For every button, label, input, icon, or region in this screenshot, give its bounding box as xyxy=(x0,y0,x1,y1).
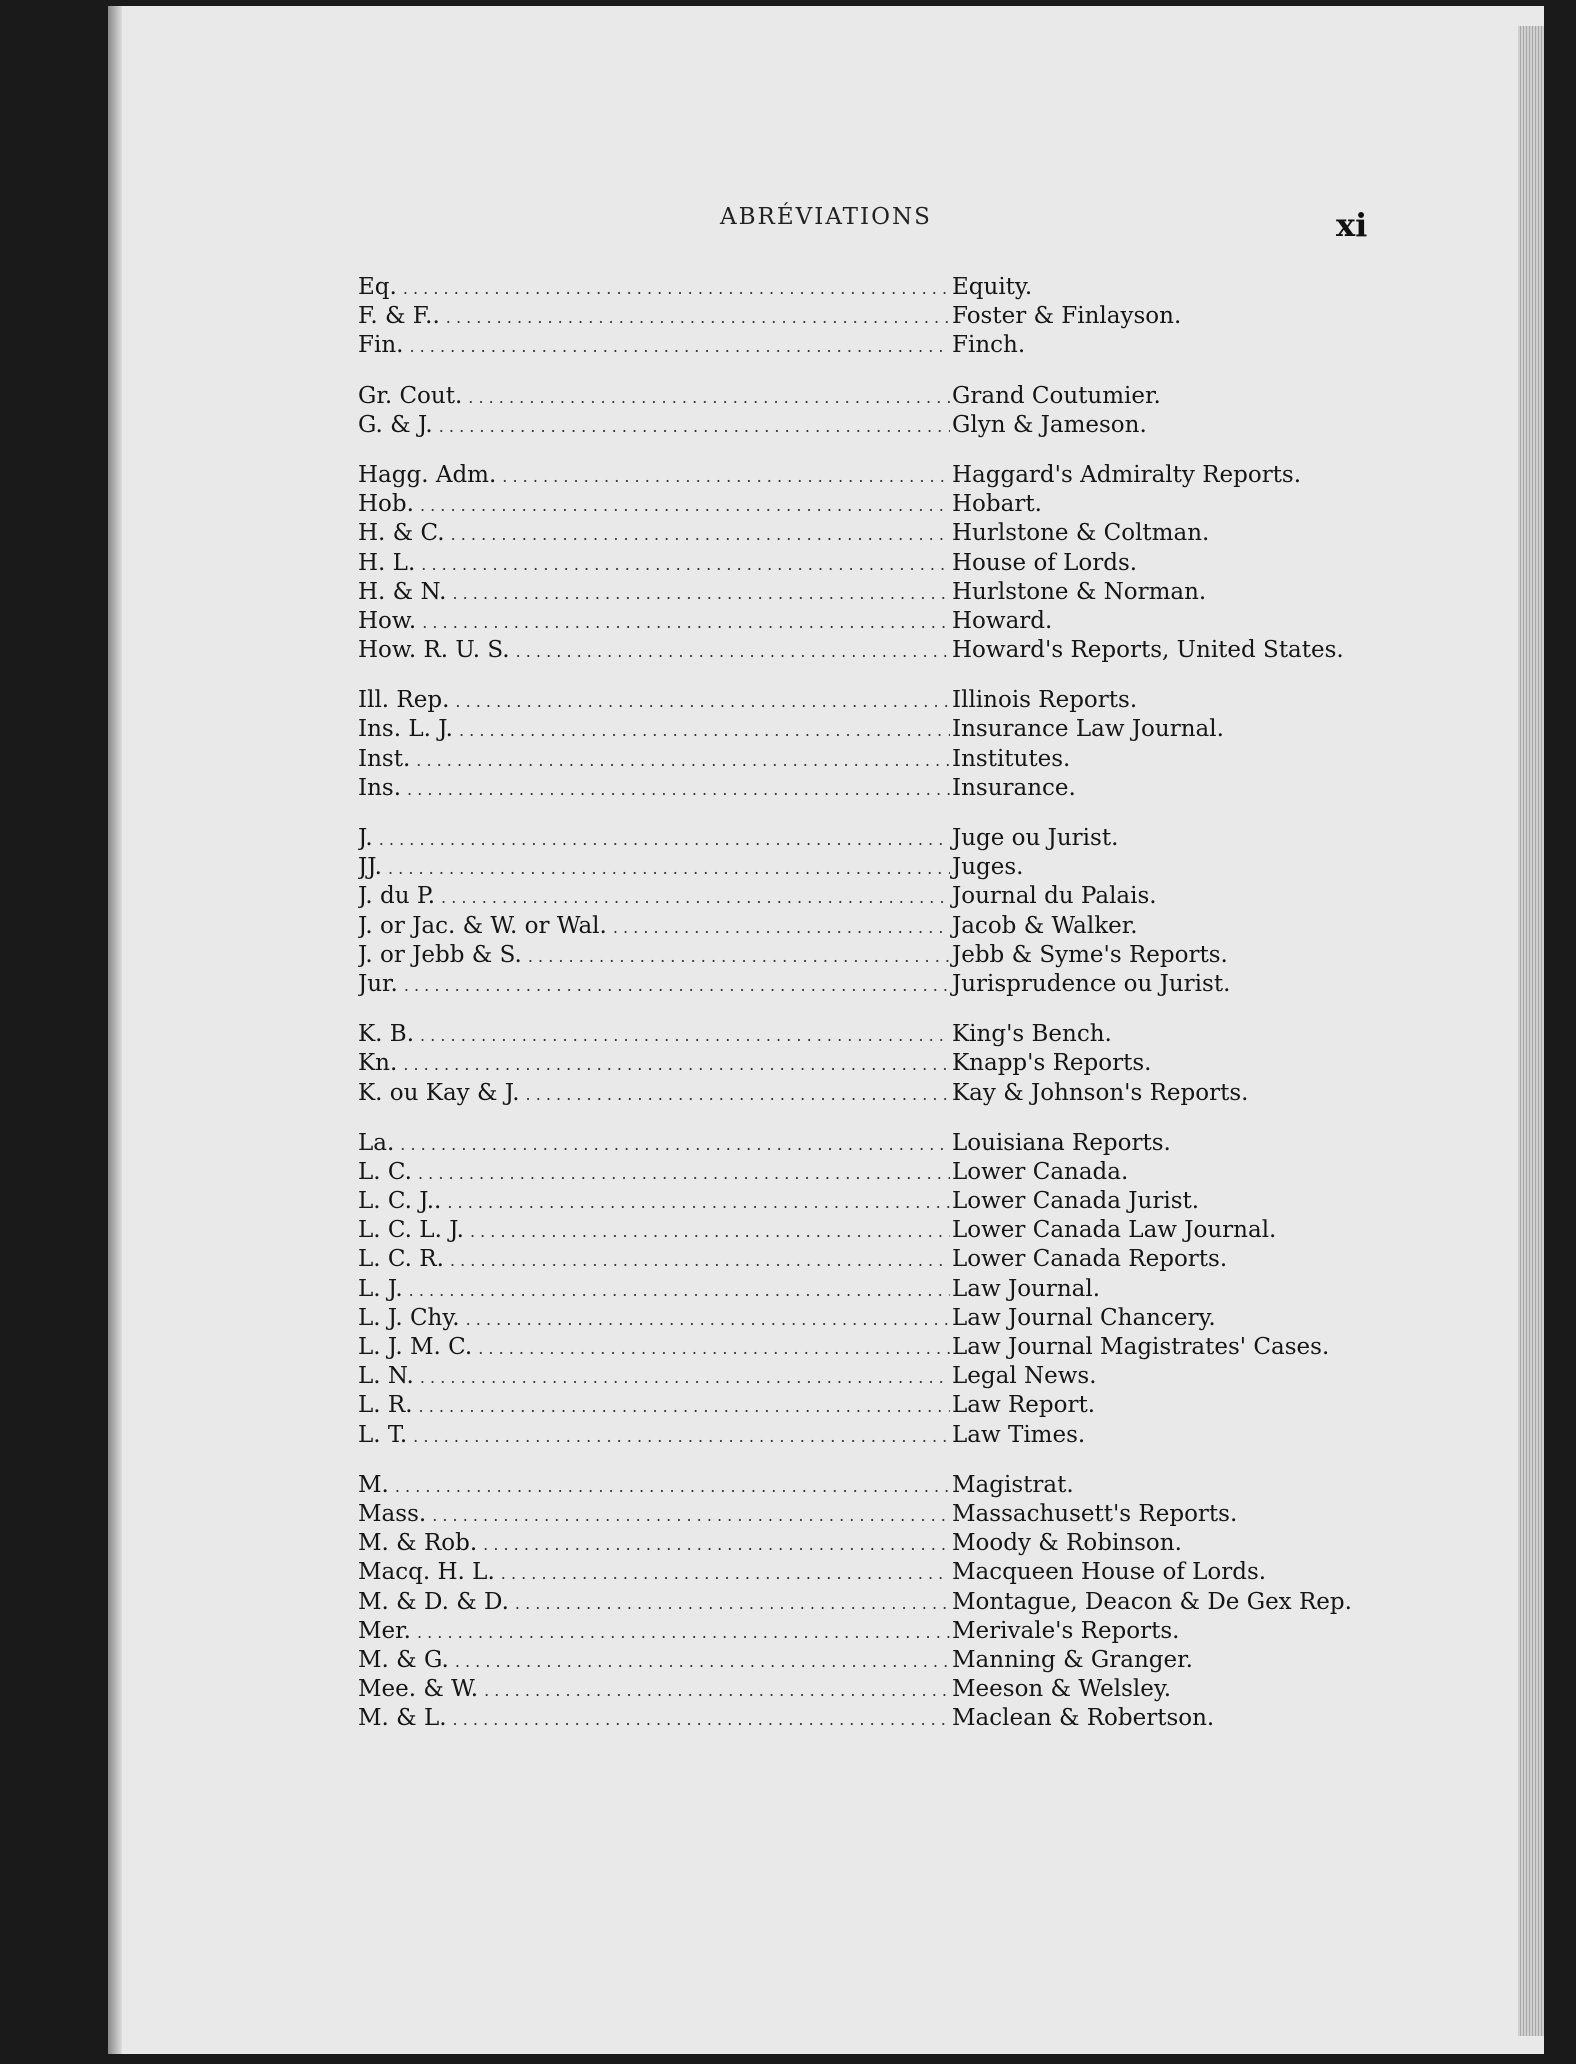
abbreviation: L. J. Chy. xyxy=(358,1304,460,1331)
dot-leader xyxy=(432,1506,950,1525)
abbreviation-entry xyxy=(358,550,1458,579)
abbreviation-group xyxy=(358,687,1458,804)
abbreviation-list xyxy=(358,274,1458,1755)
abbreviation-column xyxy=(358,1217,952,1243)
abbreviation-column xyxy=(358,1050,952,1076)
abbreviation-entry xyxy=(358,303,1458,332)
abbreviation: J. du P. xyxy=(358,883,436,910)
abbreviation-column xyxy=(358,1589,952,1615)
abbreviation-column xyxy=(358,1159,952,1185)
abbreviation-column xyxy=(358,637,952,663)
dot-leader xyxy=(501,1564,950,1583)
dot-leader xyxy=(404,976,950,995)
dot-leader xyxy=(466,1310,950,1329)
abbreviation: L. C. R. xyxy=(358,1246,444,1273)
abbreviation-entry xyxy=(358,1559,1458,1588)
abbreviation: H. & N. xyxy=(358,578,447,605)
abbreviation: L. R. xyxy=(358,1392,413,1419)
meaning: Law Journal. xyxy=(952,1275,1101,1302)
meaning: Montague, Deacon & De Gex Rep. xyxy=(952,1588,1352,1615)
abbreviation: Ill. Rep. xyxy=(358,687,450,714)
dot-leader xyxy=(420,496,950,515)
abbreviation-column xyxy=(358,1276,952,1302)
abbreviation-group xyxy=(358,825,1458,1000)
abbreviation-column xyxy=(358,913,952,939)
dot-leader xyxy=(613,918,950,937)
abbreviation-column xyxy=(358,1530,952,1556)
abbreviation-column xyxy=(358,1080,952,1106)
meaning: Law Report. xyxy=(952,1392,1096,1419)
abbreviation: M. & D. & D. xyxy=(358,1588,509,1615)
abbreviation-column xyxy=(358,491,952,517)
abbreviation: K. B. xyxy=(358,1021,415,1048)
abbreviation-column xyxy=(358,1501,952,1527)
meaning: Meeson & Welsley. xyxy=(952,1676,1172,1703)
dot-leader xyxy=(447,1193,950,1212)
dot-leader xyxy=(400,1135,950,1154)
meaning: House of Lords. xyxy=(952,549,1138,576)
abbreviation: Macq. H. L. xyxy=(358,1559,495,1586)
abbreviation-column xyxy=(358,1188,952,1214)
abbreviation-entry xyxy=(358,971,1458,1000)
meaning: Journal du Palais. xyxy=(952,883,1157,910)
abbreviation: H. & C. xyxy=(358,520,445,547)
abbreviation-entry xyxy=(358,1050,1458,1079)
meaning: Lower Canada Reports. xyxy=(952,1246,1228,1273)
meaning: Insurance. xyxy=(952,774,1076,801)
meaning: Institutes. xyxy=(952,745,1071,772)
meaning: Manning & Granger. xyxy=(952,1646,1193,1673)
abbreviation-column xyxy=(358,825,952,851)
abbreviation: H. L. xyxy=(358,549,416,576)
dot-leader xyxy=(468,388,950,407)
book-page xyxy=(108,6,1544,2054)
abbreviation: Hob. xyxy=(358,491,414,518)
meaning: Macqueen House of Lords. xyxy=(952,1559,1267,1586)
meaning: Lower Canada. xyxy=(952,1158,1129,1185)
abbreviation: Mee. & W. xyxy=(358,1676,479,1703)
dot-leader xyxy=(388,859,950,878)
abbreviation-column xyxy=(358,1021,952,1047)
meaning: Lower Canada Jurist. xyxy=(952,1188,1200,1215)
dot-leader xyxy=(478,1339,950,1358)
abbreviation-entry xyxy=(358,1676,1458,1705)
meaning: Equity. xyxy=(952,274,1033,300)
meaning: Legal News. xyxy=(952,1363,1097,1390)
abbreviation: M. & G. xyxy=(358,1646,449,1673)
abbreviation-entry xyxy=(358,942,1458,971)
meaning: Finch. xyxy=(952,332,1026,359)
abbreviation-entry xyxy=(358,716,1458,745)
abbreviation-entry xyxy=(358,775,1458,804)
abbreviation-entry xyxy=(358,1589,1458,1618)
abbreviation-entry xyxy=(358,520,1458,549)
abbreviation-entry xyxy=(358,608,1458,637)
meaning: Knapp's Reports. xyxy=(952,1050,1152,1077)
meaning: Massachusett's Reports. xyxy=(952,1500,1238,1527)
abbreviation: L. C. J.. xyxy=(358,1188,442,1215)
dot-leader xyxy=(420,1368,950,1387)
meaning: Jebb & Syme's Reports. xyxy=(952,941,1228,968)
abbreviation-entry xyxy=(358,1305,1458,1334)
meaning: Merivale's Reports. xyxy=(952,1617,1180,1644)
abbreviation-column xyxy=(358,1472,952,1498)
dot-leader xyxy=(526,1085,950,1104)
dot-leader xyxy=(403,1055,950,1074)
abbreviation-column xyxy=(358,1305,952,1331)
meaning: Law Journal Magistrates' Cases. xyxy=(952,1334,1330,1360)
abbreviation-column xyxy=(358,854,952,880)
abbreviation-column xyxy=(358,716,952,742)
meaning: Jacob & Walker. xyxy=(952,912,1138,939)
dot-leader xyxy=(470,1222,950,1241)
abbreviation-entry xyxy=(358,1618,1458,1647)
dot-leader xyxy=(395,1477,950,1496)
abbreviation: J. xyxy=(358,825,373,851)
meaning: Louisiana Reports. xyxy=(952,1129,1171,1156)
abbreviation-column xyxy=(358,942,952,968)
abbreviation: F. & F.. xyxy=(358,303,440,330)
abbreviation-column xyxy=(358,608,952,634)
meaning: Glyn & Jameson. xyxy=(952,411,1147,438)
abbreviation: Ins. xyxy=(358,774,402,801)
abbreviation: L. N. xyxy=(358,1363,414,1390)
meaning: Grand Coutumier. xyxy=(952,382,1161,409)
abbreviation-entry xyxy=(358,462,1458,491)
abbreviation-entry xyxy=(358,274,1458,303)
meaning: Illinois Reports. xyxy=(952,687,1138,714)
page-number: xi xyxy=(1336,206,1368,244)
abbreviation-column xyxy=(358,303,952,329)
meaning: Hobart. xyxy=(952,491,1042,518)
abbreviation-column xyxy=(358,520,952,546)
abbreviation: How. xyxy=(358,607,417,634)
dot-leader xyxy=(416,751,950,770)
abbreviation-entry xyxy=(358,1422,1458,1451)
dot-leader xyxy=(453,1710,950,1729)
abbreviation-entry xyxy=(358,491,1458,520)
abbreviation-entry xyxy=(358,1188,1458,1217)
dot-leader xyxy=(446,308,950,327)
abbreviation: JJ. xyxy=(358,854,382,881)
abbreviation-column xyxy=(358,274,952,300)
abbreviation: G. & J. xyxy=(358,411,433,438)
abbreviation-entry xyxy=(358,637,1458,666)
abbreviation-entry xyxy=(358,1501,1458,1530)
abbreviation-entry xyxy=(358,412,1458,441)
dot-leader xyxy=(421,555,950,574)
abbreviation-entry xyxy=(358,1705,1458,1734)
dot-leader xyxy=(441,888,950,907)
dot-leader xyxy=(439,417,950,436)
abbreviation: L. C. xyxy=(358,1158,412,1185)
dot-leader xyxy=(420,1026,950,1045)
meaning: Hurlstone & Norman. xyxy=(952,578,1207,605)
abbreviation-column xyxy=(358,579,952,605)
dot-leader xyxy=(418,1164,950,1183)
abbreviation: Mass. xyxy=(358,1500,427,1527)
meaning: Jurisprudence ou Jurist. xyxy=(952,970,1231,997)
abbreviation: Jur. xyxy=(358,970,398,997)
meaning: Juges. xyxy=(952,854,1024,881)
dot-leader xyxy=(379,830,950,849)
abbreviation: M. xyxy=(358,1471,389,1498)
abbreviation-entry xyxy=(358,332,1458,361)
abbreviation-entry xyxy=(358,1246,1458,1275)
abbreviation: L. J. xyxy=(358,1275,403,1302)
abbreviation-group xyxy=(358,1472,1458,1735)
dot-leader xyxy=(502,467,950,486)
meaning: Law Journal Chancery. xyxy=(952,1304,1216,1331)
dot-leader xyxy=(403,279,950,298)
dot-leader xyxy=(422,613,950,632)
abbreviation-column xyxy=(358,1363,952,1389)
meaning: Lower Canada Law Journal. xyxy=(952,1217,1277,1244)
meaning: Foster & Finlayson. xyxy=(952,303,1182,330)
dot-leader xyxy=(528,947,950,966)
running-header: ABRÉVIATIONS xyxy=(720,204,932,230)
abbreviation-group xyxy=(358,383,1458,441)
dot-leader xyxy=(483,1535,950,1554)
abbreviation-group xyxy=(358,462,1458,666)
abbreviation-entry xyxy=(358,1647,1458,1676)
dot-leader xyxy=(450,1251,950,1270)
abbreviation: Fin. xyxy=(358,332,404,359)
abbreviation-entry xyxy=(358,883,1458,912)
abbreviation-entry xyxy=(358,854,1458,883)
meaning: Magistrat. xyxy=(952,1471,1074,1498)
meaning: Howard. xyxy=(952,607,1053,634)
abbreviation-column xyxy=(358,332,952,358)
abbreviation: J. or Jebb & S. xyxy=(358,941,522,968)
abbreviation: J. or Jac. & W. or Wal. xyxy=(358,912,607,939)
abbreviation: M. & L. xyxy=(358,1705,447,1732)
abbreviation-entry xyxy=(358,383,1458,412)
abbreviation-entry xyxy=(358,1080,1458,1109)
dot-leader xyxy=(516,642,950,661)
abbreviation-group xyxy=(358,1130,1458,1451)
abbreviation-column xyxy=(358,412,952,438)
dot-leader xyxy=(455,1652,950,1671)
meaning: Howard's Reports, United States. xyxy=(952,637,1344,664)
meaning: Moody & Robinson. xyxy=(952,1530,1182,1557)
abbreviation: Inst. xyxy=(358,745,411,772)
gutter-shadow xyxy=(108,6,122,2054)
abbreviation-column xyxy=(358,883,952,909)
abbreviation-entry xyxy=(358,1334,1458,1363)
abbreviation-column xyxy=(358,1392,952,1418)
abbreviation: La. xyxy=(358,1129,395,1156)
dot-leader xyxy=(407,780,950,799)
abbreviation-entry xyxy=(358,579,1458,608)
abbreviation: Gr. Cout. xyxy=(358,382,463,409)
meaning: Maclean & Robertson. xyxy=(952,1705,1215,1732)
abbreviation-entry xyxy=(358,1159,1458,1188)
dot-leader xyxy=(515,1594,950,1613)
abbreviation-entry xyxy=(358,1363,1458,1392)
abbreviation-column xyxy=(358,971,952,997)
meaning: Juge ou Jurist. xyxy=(952,825,1119,851)
abbreviation-entry xyxy=(358,913,1458,942)
meaning: Law Times. xyxy=(952,1421,1086,1448)
abbreviation: L. J. M. C. xyxy=(358,1334,473,1360)
page-edges xyxy=(1518,26,1544,2036)
abbreviation-column xyxy=(358,1676,952,1702)
abbreviation-entry xyxy=(358,825,1458,854)
dot-leader xyxy=(459,721,950,740)
meaning: Haggard's Admiralty Reports. xyxy=(952,461,1302,488)
abbreviation-column xyxy=(358,1705,952,1731)
abbreviation: L. T. xyxy=(358,1421,408,1448)
abbreviation-entry xyxy=(358,1276,1458,1305)
abbreviation: Ins. L. J. xyxy=(358,716,453,743)
abbreviation: Hagg. Adm. xyxy=(358,461,497,488)
dot-leader xyxy=(413,1427,950,1446)
abbreviation: Eq. xyxy=(358,274,397,300)
abbreviation-column xyxy=(358,550,952,576)
dot-leader xyxy=(452,584,950,603)
abbreviation-entry xyxy=(358,1217,1458,1246)
meaning: Hurlstone & Coltman. xyxy=(952,520,1210,547)
abbreviation-column xyxy=(358,775,952,801)
abbreviation: M. & Rob. xyxy=(358,1530,478,1557)
abbreviation-group xyxy=(358,1021,1458,1109)
dot-leader xyxy=(409,337,950,356)
abbreviation-entry xyxy=(358,687,1458,716)
meaning: Kay & Johnson's Reports. xyxy=(952,1079,1249,1106)
meaning: Insurance Law Journal. xyxy=(952,716,1224,743)
abbreviation-column xyxy=(358,383,952,409)
abbreviation-column xyxy=(358,687,952,713)
dot-leader xyxy=(455,692,950,711)
abbreviation: How. R. U. S. xyxy=(358,637,510,664)
abbreviation-column xyxy=(358,1559,952,1585)
dot-leader xyxy=(409,1281,950,1300)
abbreviation: Mer. xyxy=(358,1617,411,1644)
abbreviation-entry xyxy=(358,1130,1458,1159)
dot-leader xyxy=(419,1397,950,1416)
abbreviation-column xyxy=(358,1422,952,1448)
abbreviation-entry xyxy=(358,1021,1458,1050)
dot-leader xyxy=(484,1681,950,1700)
abbreviation-column xyxy=(358,1334,952,1360)
abbreviation-entry xyxy=(358,1392,1458,1421)
abbreviation: K. ou Kay & J. xyxy=(358,1079,520,1106)
meaning: King's Bench. xyxy=(952,1021,1112,1048)
abbreviation-group xyxy=(358,274,1458,362)
abbreviation-column xyxy=(358,1246,952,1272)
abbreviation-column xyxy=(358,1618,952,1644)
abbreviation: Kn. xyxy=(358,1050,398,1077)
abbreviation-column xyxy=(358,746,952,772)
abbreviation-column xyxy=(358,1130,952,1156)
abbreviation-entry xyxy=(358,746,1458,775)
abbreviation-column xyxy=(358,1647,952,1673)
dot-leader xyxy=(417,1623,950,1642)
abbreviation-column xyxy=(358,462,952,488)
abbreviation: L. C. L. J. xyxy=(358,1217,464,1244)
abbreviation-entry xyxy=(358,1472,1458,1501)
abbreviation-entry xyxy=(358,1530,1458,1559)
dot-leader xyxy=(451,525,950,544)
